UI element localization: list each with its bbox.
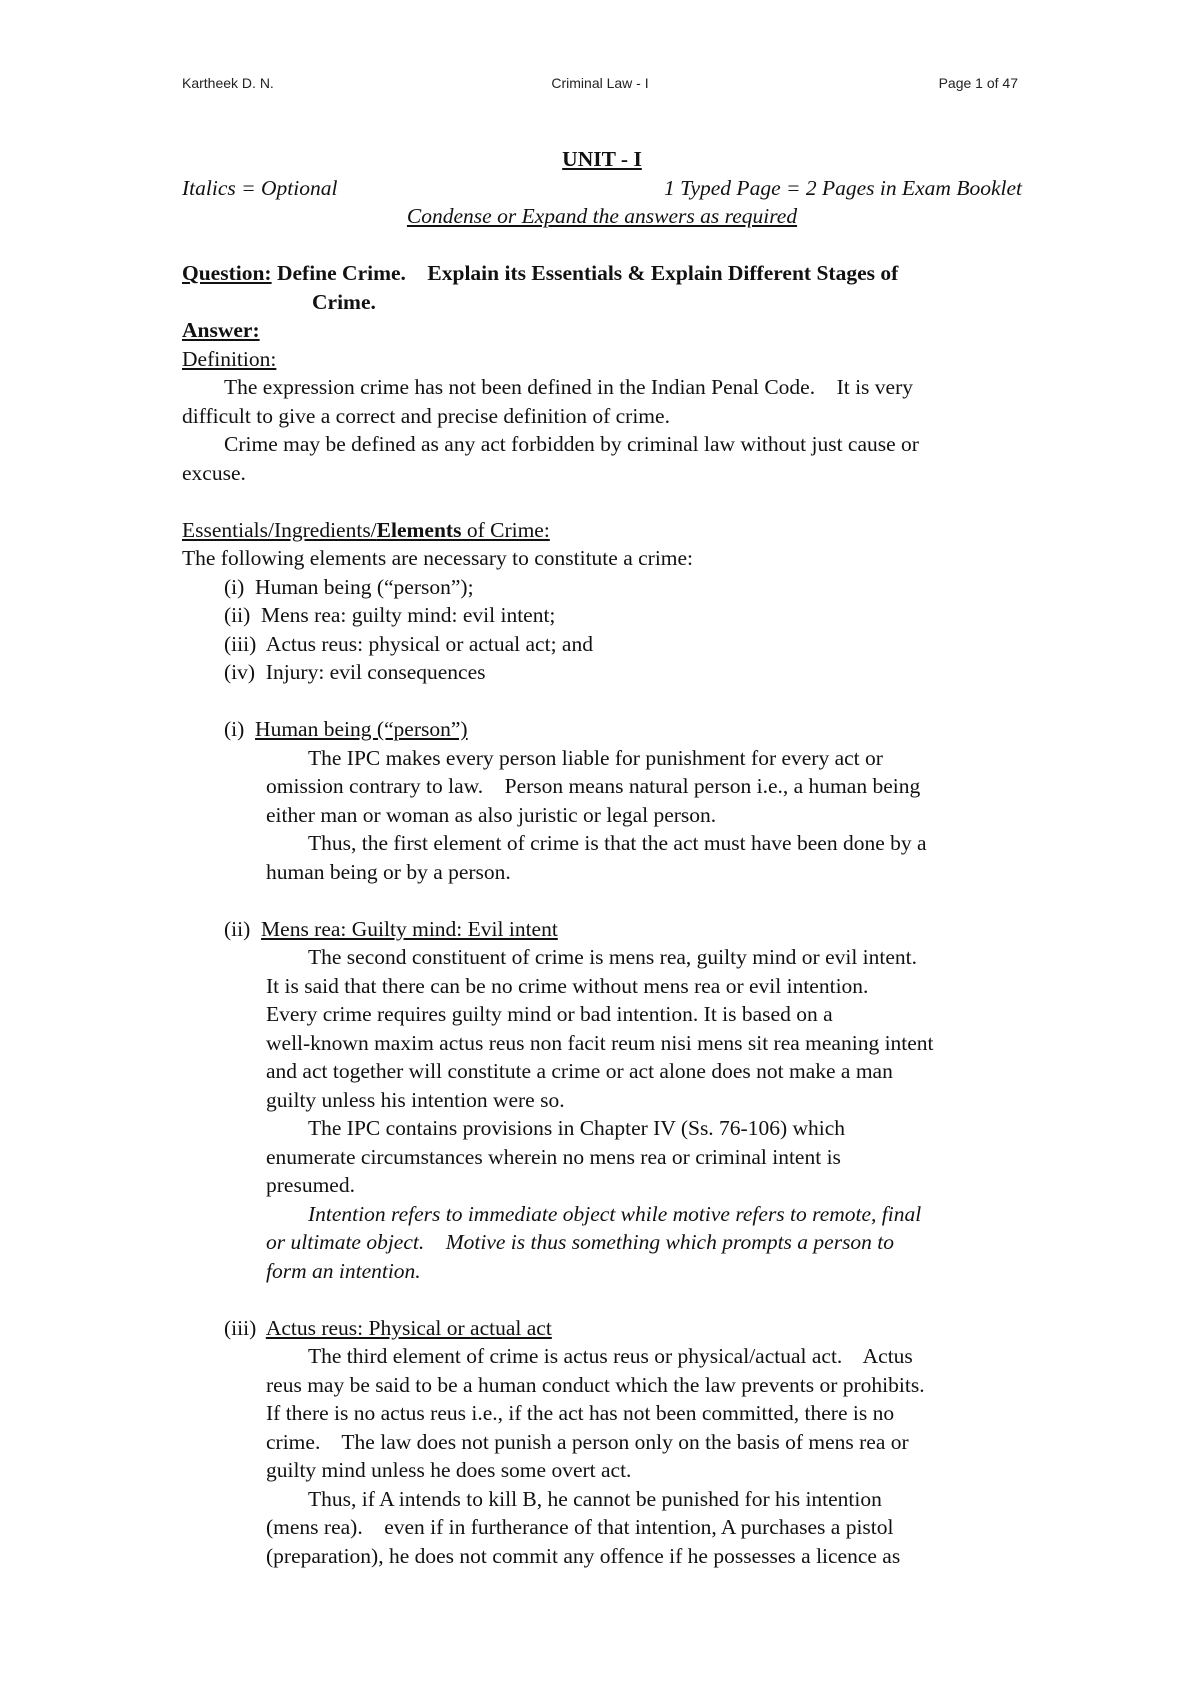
header-page-number: Page 1 of 47 [938, 75, 1018, 91]
definition-paragraph-2-line-1: Crime may be defined as any act forbidden by criminal law without just cause or [224, 432, 919, 456]
element-item: (ii) Mens rea: guilty mind: evil intent; [224, 603, 556, 627]
question-line [182, 259, 1022, 288]
essentials-intro: The following elements are necessary to constitute a crime: [182, 546, 694, 570]
section-1-line: human being or by a person. [266, 859, 511, 884]
section-2-optional-line: form an intention. [266, 1258, 421, 1283]
section-3-number: (iii) [224, 1315, 266, 1340]
section-1-line: Thus, the first element of crime is that the act must have been done by a [308, 831, 927, 855]
section-3-line: reus may be said to be a human conduct which the law prevents or prohibits. [266, 1372, 925, 1397]
section-2-optional-line: Intention refers to immediate object while motive refers to remote, final [308, 1201, 922, 1226]
notes-row [182, 174, 1022, 203]
section-3-line: crime. The law does not punish a person only on the basis of mens rea or [266, 1429, 909, 1454]
italics-note: Italics = Optional [182, 175, 338, 200]
section-2-optional-line: or ultimate object. Motive is thus something which prompts a person to [266, 1230, 895, 1254]
section-2-number: (ii) [224, 916, 262, 941]
section-1-line: The IPC makes every person liable for punishment for every act or [308, 745, 883, 770]
header-subject: Criminal Law - I [551, 75, 649, 91]
section-2-line: well-known maxim actus reus non facit reum nisi mens sit rea meaning intent [266, 1030, 934, 1055]
definition-paragraph-1-line-1: The expression crime has not been defined in the Indian Penal Code. It is very [224, 375, 913, 399]
section-3-line: (preparation), he does not commit any offence if he possesses a licence as [266, 1543, 901, 1568]
section-2-line: Every crime requires guilty mind or bad intention. It is based on a [266, 1002, 833, 1026]
condense-note [182, 202, 1022, 231]
section-3-line: (mens rea). even if in furtherance of that intention, A purchases a pistol [266, 1515, 894, 1539]
condense-note-text: Condense or Expand the answers as required [406, 204, 798, 228]
definition-heading: Definition: [182, 346, 277, 371]
section-1-line: omission contrary to law. Person means natural person i.e., a human being [266, 774, 921, 798]
answer-label: Answer: [182, 318, 260, 342]
question-text: Define Crime. Explain its Essentials & Explain Different Stages of [276, 261, 899, 285]
section-2-line: enumerate circumstances wherein no mens rea or criminal intent is [266, 1144, 841, 1169]
definition-paragraph-1-line-2: difficult to give a correct and precise definition of crime. [182, 403, 670, 428]
section-2-line: guilty unless his intention were so. [266, 1087, 565, 1112]
element-item: (iii) Actus reus: physical or actual act; and [224, 631, 593, 656]
section-1-line: either man or woman as also juristic or legal person. [266, 802, 717, 827]
unit-title [182, 145, 1022, 174]
section-2-line: The IPC contains provisions in Chapter IV (Ss. 76-106) which [308, 1116, 846, 1140]
question-label: Question: [182, 261, 272, 285]
section-2-heading [182, 915, 1022, 944]
section-3-line: Thus, if A intends to kill B, he cannot be punished for his intention [308, 1486, 882, 1511]
essentials-heading-part-a: Essentials/Ingredients/ [182, 517, 377, 542]
element-item: (i) Human being (“person”); [224, 574, 474, 599]
section-1-title: Human being (“person”) [255, 717, 468, 741]
document-body [182, 145, 1022, 1570]
section-3-title: Actus reus: Physical or actual act [265, 1315, 552, 1340]
section-2-line: and act together will constitute a crime or act alone does not make a man [266, 1059, 893, 1083]
section-3-line: guilty mind unless he does some overt act. [266, 1458, 632, 1482]
section-1-number: (i) [224, 717, 256, 741]
section-2-line: The second constituent of crime is mens rea, guilty mind or evil intent. [308, 945, 918, 969]
unit-title-text: UNIT - I [562, 147, 642, 171]
section-1-heading [182, 715, 1022, 744]
section-2-line: It is said that there can be no crime without mens rea or evil intention. [266, 973, 869, 998]
section-3-line: The third element of crime is actus reus or physical/actual act. Actus [308, 1344, 913, 1368]
essentials-heading [182, 516, 1022, 545]
section-2-title: Mens rea: Guilty mind: Evil intent [261, 916, 558, 941]
question-continuation: Crime. [312, 289, 376, 314]
essentials-heading-part-c: of Crime: [461, 517, 550, 542]
typed-page-note: 1 Typed Page = 2 Pages in Exam Booklet [663, 175, 1022, 200]
definition-paragraph-2-line-2: excuse. [182, 460, 246, 485]
section-2-line: presumed. [266, 1173, 355, 1197]
section-3-heading [182, 1314, 1022, 1343]
section-3-line: If there is no actus reus i.e., if the act has not been committed, there is no [266, 1401, 895, 1425]
element-item: (iv) Injury: evil consequences [224, 660, 486, 684]
essentials-heading-part-b: Elements [376, 517, 462, 542]
header-author: Kartheek D. N. [182, 75, 274, 91]
